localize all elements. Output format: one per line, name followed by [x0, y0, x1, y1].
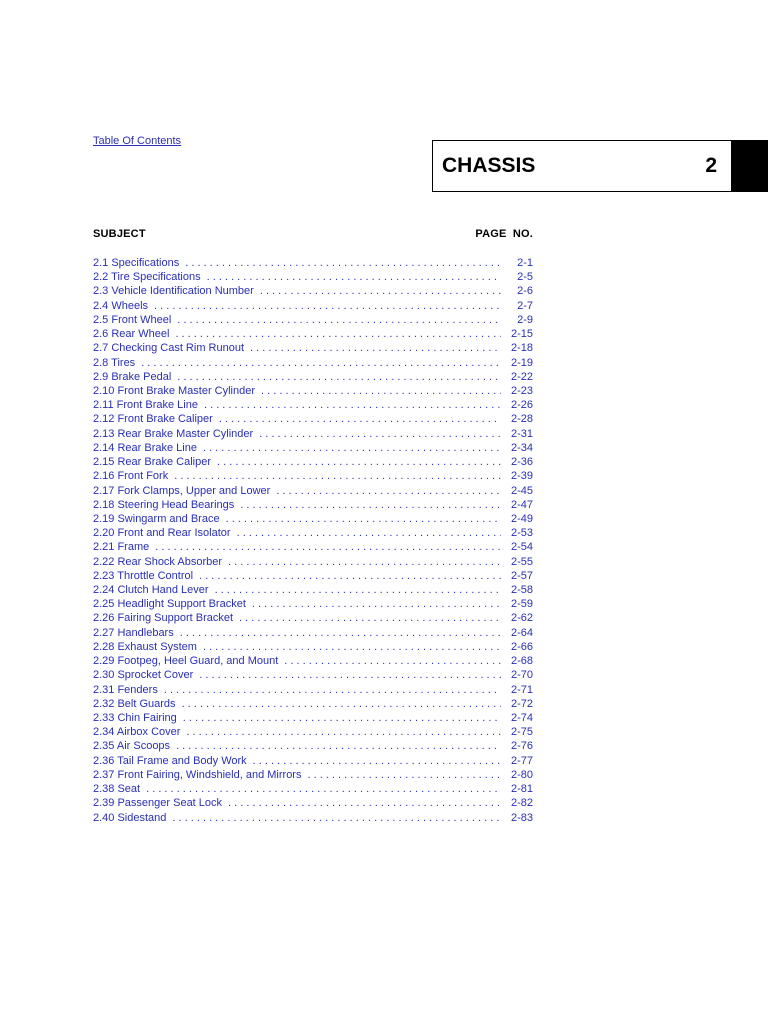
toc-entry[interactable] [93, 811, 533, 825]
toc-entry-page-number: 2-22 [510, 370, 533, 383]
dot-leader [141, 356, 501, 370]
chapter-tab-marker [731, 140, 768, 192]
dot-leader [204, 398, 501, 412]
toc-entry-page-number: 2-26 [510, 399, 533, 412]
toc-entry[interactable] [93, 484, 533, 498]
dot-leader [176, 739, 501, 753]
toc-entry-title: 2.11 Front Brake Line [93, 399, 198, 412]
chapter-number: 2 [705, 154, 717, 177]
toc-entry-page-number: 2-15 [510, 328, 533, 341]
toc-entry-title: 2.24 Clutch Hand Lever [93, 584, 209, 597]
toc-entry[interactable] [93, 725, 533, 739]
toc-entry[interactable] [93, 683, 533, 697]
toc-entry-title: 2.40 Sidestand [93, 811, 167, 824]
toc-entry[interactable] [93, 711, 533, 725]
dot-leader [253, 754, 501, 768]
toc-entry-page-number: 2-72 [510, 697, 533, 710]
toc-entry[interactable] [93, 341, 533, 355]
toc-entry[interactable] [93, 739, 533, 753]
toc-entry[interactable] [93, 626, 533, 640]
toc-entry-title: 2.1 Specifications [93, 257, 180, 269]
dot-leader [203, 441, 501, 455]
toc-entry-page-number: 2-70 [510, 669, 533, 682]
table-of-contents-link[interactable]: Table Of Contents [93, 135, 182, 147]
dot-leader [307, 768, 501, 782]
toc-entry-title: 2.13 Rear Brake Master Cylinder [93, 427, 254, 440]
dot-leader [182, 697, 501, 711]
toc-entry-title: 2.34 Airbox Cover [93, 726, 181, 739]
toc-entry-page-number: 2-36 [510, 456, 533, 469]
dot-leader [228, 555, 501, 569]
dot-leader [146, 782, 501, 796]
toc-entry[interactable] [93, 284, 533, 298]
dot-leader [175, 327, 501, 341]
toc-entry-page-number: 2-74 [510, 712, 533, 724]
toc-entry-title: 2.17 Fork Clamps, Upper and Lower [93, 484, 271, 497]
toc-entry-page-number: 2-45 [510, 484, 533, 497]
toc-entry[interactable] [93, 597, 533, 611]
dot-leader [226, 512, 501, 526]
toc-entry[interactable] [93, 668, 533, 682]
toc-entry-title: 2.38 Seat [93, 783, 141, 796]
toc-entry-page-number: 2-82 [510, 797, 533, 810]
toc-entry-title: 2.26 Fairing Support Bracket [93, 612, 234, 625]
toc-entry-page-number: 2-19 [510, 356, 533, 369]
toc-entry[interactable] [93, 398, 533, 412]
dot-leader [183, 711, 501, 725]
dot-leader [199, 569, 501, 583]
dot-leader [177, 370, 501, 384]
toc-entry-title: 2.5 Front Wheel [93, 313, 172, 326]
toc-entry-title: 2.30 Sprocket Cover [93, 669, 194, 682]
toc-entry-title: 2.22 Rear Shock Absorber [93, 555, 223, 568]
toc-entry-page-number: 2-49 [510, 512, 533, 525]
toc-entry-title: 2.32 Belt Guards [93, 697, 176, 710]
toc-entry-page-number: 2-76 [510, 740, 533, 753]
toc-entry-title: 2.29 Footpeg, Heel Guard, and Mount [93, 655, 279, 668]
dot-leader [164, 683, 501, 697]
toc-entry[interactable] [93, 512, 533, 526]
dot-leader [252, 597, 501, 611]
dot-leader [219, 412, 501, 426]
toc-entry-page-number: 2-39 [510, 470, 533, 483]
toc-entry-page-number: 2-81 [510, 783, 533, 796]
dot-leader [237, 526, 501, 540]
toc-entry-title: 2.31 Fenders [93, 683, 158, 696]
toc-entry-title: 2.20 Front and Rear Isolator [93, 527, 231, 540]
toc-entries-list [93, 256, 533, 825]
toc-entry-page-number: 2-77 [510, 754, 533, 767]
toc-entry[interactable] [93, 313, 533, 327]
toc-entry[interactable] [93, 569, 533, 583]
dot-leader [239, 611, 501, 625]
toc-entry-title: 2.14 Rear Brake Line [93, 441, 197, 454]
toc-entry-page-number: 2-34 [510, 441, 533, 454]
dot-leader [177, 313, 501, 327]
toc-entry-title: 2.33 Chin Fairing [93, 712, 177, 724]
toc-entry-page-number: 2-71 [510, 683, 533, 696]
toc-entry-page-number: 2-66 [510, 640, 533, 653]
toc-entry-title: 2.2 Tire Specifications [93, 271, 201, 284]
toc-entry-page-number: 2-23 [510, 384, 533, 397]
toc-entry-title: 2.18 Steering Head Bearings [93, 498, 235, 511]
toc-entry-title: 2.15 Rear Brake Caliper [93, 456, 212, 469]
toc-entry-title: 2.21 Frame [93, 541, 150, 554]
dot-leader [155, 540, 501, 554]
dot-leader [284, 654, 501, 668]
toc-entry-title: 2.39 Passenger Seat Lock [93, 797, 223, 810]
toc-entry-title: 2.25 Headlight Support Bracket [93, 598, 246, 611]
toc-entry[interactable] [93, 697, 533, 711]
toc-entry-page-number: 2-18 [510, 342, 533, 355]
toc-entry-page-number: 2-5 [517, 271, 533, 284]
toc-entry[interactable] [93, 796, 533, 810]
toc-entry-page-number: 2-47 [510, 498, 533, 511]
toc-entry-title: 2.37 Front Fairing, Windshield, and Mirrors [93, 768, 302, 781]
dot-leader [276, 484, 501, 498]
toc-entry[interactable] [93, 540, 533, 554]
toc-entry-title: 2.4 Wheels [93, 299, 149, 312]
toc-entry[interactable] [93, 299, 533, 313]
toc-entry-page-number: 2-7 [517, 299, 533, 312]
toc-entry[interactable] [93, 441, 533, 455]
toc-entry[interactable] [93, 412, 533, 426]
chapter-title: CHASSIS [442, 154, 536, 177]
toc-entry-title: 2.10 Front Brake Master Cylinder [93, 384, 256, 397]
toc-entry-title: 2.36 Tail Frame and Body Work [93, 754, 247, 767]
dot-leader [185, 256, 501, 270]
toc-entry[interactable] [93, 555, 533, 569]
dot-leader [207, 270, 501, 284]
toc-entry-title: 2.16 Front Fork [93, 470, 169, 483]
toc-entry-page-number: 2-83 [510, 811, 533, 824]
toc-entry-page-number: 2-58 [510, 584, 533, 597]
toc-entry-page-number: 2-75 [510, 726, 533, 739]
dot-leader [203, 640, 501, 654]
toc-entry[interactable] [93, 327, 533, 341]
toc-entry[interactable] [93, 498, 533, 512]
dot-leader [228, 796, 501, 810]
toc-entry-title: 2.23 Throttle Control [93, 569, 194, 582]
toc-entry-page-number: 2-64 [510, 626, 533, 639]
toc-entry[interactable] [93, 526, 533, 540]
chapter-header-box [432, 140, 731, 192]
dot-leader [154, 299, 501, 313]
toc-entry-page-number: 2-1 [517, 257, 533, 269]
page-column-header: PAGE NO. [475, 228, 533, 240]
toc-entry[interactable] [93, 782, 533, 796]
toc-entry-page-number: 2-28 [510, 413, 533, 426]
toc-entry-page-number: 2-6 [517, 285, 533, 298]
toc-entry-page-number: 2-80 [510, 768, 533, 781]
dot-leader [261, 384, 501, 398]
toc-entry-page-number: 2-62 [510, 612, 533, 625]
toc-entry[interactable] [93, 427, 533, 441]
dot-leader [215, 583, 501, 597]
dot-leader [180, 626, 501, 640]
dot-leader [250, 341, 501, 355]
toc-entry[interactable] [93, 469, 533, 483]
toc-entry-page-number: 2-55 [510, 555, 533, 568]
dot-leader [260, 284, 501, 298]
subject-column-header: SUBJECT [93, 228, 146, 240]
toc-entry-title: 2.12 Front Brake Caliper [93, 413, 213, 426]
toc-entry[interactable] [93, 754, 533, 768]
toc-entry[interactable] [93, 370, 533, 384]
dot-leader [172, 811, 501, 825]
toc-entry[interactable] [93, 640, 533, 654]
dot-leader [259, 427, 501, 441]
toc-entry[interactable] [93, 768, 533, 782]
toc-entry-title: 2.9 Brake Pedal [93, 370, 172, 383]
toc-entry[interactable] [93, 455, 533, 469]
dot-leader [174, 469, 501, 483]
toc-entry-page-number: 2-31 [510, 427, 533, 440]
toc-entry-title: 2.35 Air Scoops [93, 740, 171, 753]
toc-entry[interactable] [93, 384, 533, 398]
toc-entry[interactable] [93, 583, 533, 597]
toc-entry-title: 2.19 Swingarm and Brace [93, 512, 220, 525]
toc-entry-page-number: 2-59 [510, 598, 533, 611]
dot-leader [199, 668, 501, 682]
toc-entry[interactable] [93, 356, 533, 370]
toc-entry-page-number: 2-9 [517, 313, 533, 326]
toc-entry[interactable] [93, 654, 533, 668]
dot-leader [186, 725, 501, 739]
toc-entry-title: 2.8 Tires [93, 356, 136, 369]
toc-entry-title: 2.3 Vehicle Identification Number [93, 285, 254, 298]
toc-entry-page-number: 2-57 [510, 569, 533, 582]
toc-entry-page-number: 2-54 [510, 541, 533, 554]
toc-entry-page-number: 2-68 [510, 655, 533, 668]
toc-entry-title: 2.27 Handlebars [93, 626, 174, 639]
toc-entry[interactable] [93, 256, 533, 270]
toc-entry-title: 2.6 Rear Wheel [93, 328, 170, 341]
toc-entry-page-number: 2-53 [510, 527, 533, 540]
toc-entry-title: 2.7 Checking Cast Rim Runout [93, 342, 245, 355]
toc-entry-title: 2.28 Exhaust System [93, 640, 197, 653]
dot-leader [240, 498, 501, 512]
toc-entry[interactable] [93, 270, 533, 284]
toc-entry[interactable] [93, 611, 533, 625]
dot-leader [217, 455, 501, 469]
